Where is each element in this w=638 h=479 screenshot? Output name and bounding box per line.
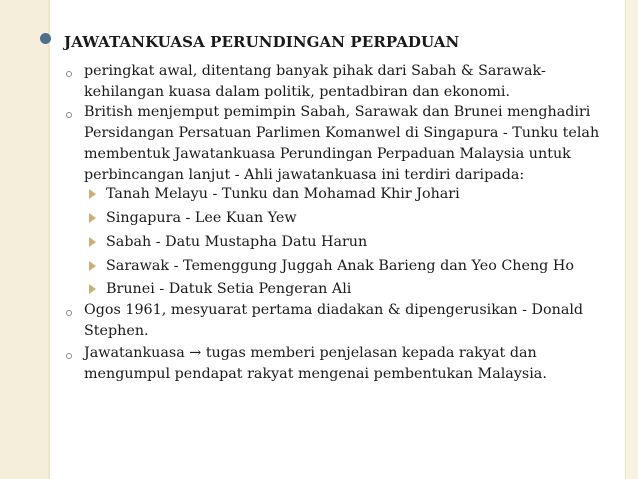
- list-item-line: Stephen.: [84, 323, 149, 339]
- slide-heading: JAWATANKUASA PERUNDINGAN PERPADUAN: [64, 33, 460, 51]
- hollow-circle-bullet-icon: [66, 353, 72, 359]
- list-item-line: peringkat awal, ditentang banyak pihak dari Sabah & Sarawak-: [84, 63, 546, 79]
- triangle-arrow-bullet-icon: [89, 189, 96, 199]
- list-item-line: British menjemput pemimpin Sabah, Sarawak dan Brunei menghadiri: [84, 104, 591, 120]
- hollow-circle-bullet-icon: [66, 71, 72, 77]
- triangle-arrow-bullet-icon: [89, 237, 96, 247]
- hollow-circle-bullet-icon: [66, 112, 72, 118]
- triangle-arrow-bullet-icon: [89, 284, 96, 294]
- sub-list-item: Brunei - Datuk Setia Pengeran Ali: [106, 281, 352, 297]
- sub-list-item: Sarawak - Temenggung Juggah Anak Barieng dan Yeo Cheng Ho: [106, 258, 574, 274]
- list-item-line: perbincangan lanjut - Ahli jawatankuasa ini terdiri daripada:: [84, 167, 525, 183]
- list-item-line: mengumpul pendapat rakyat mengenai pembentukan Malaysia.: [84, 366, 547, 382]
- list-item-line: kehilangan kuasa dalam politik, pentadbiran dan ekonomi.: [84, 84, 511, 100]
- sub-list-item: Tanah Melayu - Tunku dan Mohamad Khir Johari: [106, 186, 460, 202]
- hollow-circle-bullet-icon: [66, 310, 72, 316]
- triangle-arrow-bullet-icon: [89, 261, 96, 271]
- sub-list-item: Singapura - Lee Kuan Yew: [106, 210, 297, 226]
- filled-circle-bullet-icon: [40, 33, 51, 44]
- list-item-line: Jawatankuasa → tugas memberi penjelasan kepada rakyat dan: [84, 345, 537, 361]
- sub-list-item: Sabah - Datu Mustapha Datu Harun: [106, 234, 368, 250]
- triangle-arrow-bullet-icon: [89, 213, 96, 223]
- list-item-line: Persidangan Persatuan Parlimen Komanwel di Singapura - Tunku telah: [84, 125, 600, 141]
- list-item-line: membentuk Jawatankuasa Perundingan Perpaduan Malaysia untuk: [84, 146, 571, 162]
- list-item-line: Ogos 1961, mesyuarat pertama diadakan & dipengerusikan - Donald: [84, 302, 584, 318]
